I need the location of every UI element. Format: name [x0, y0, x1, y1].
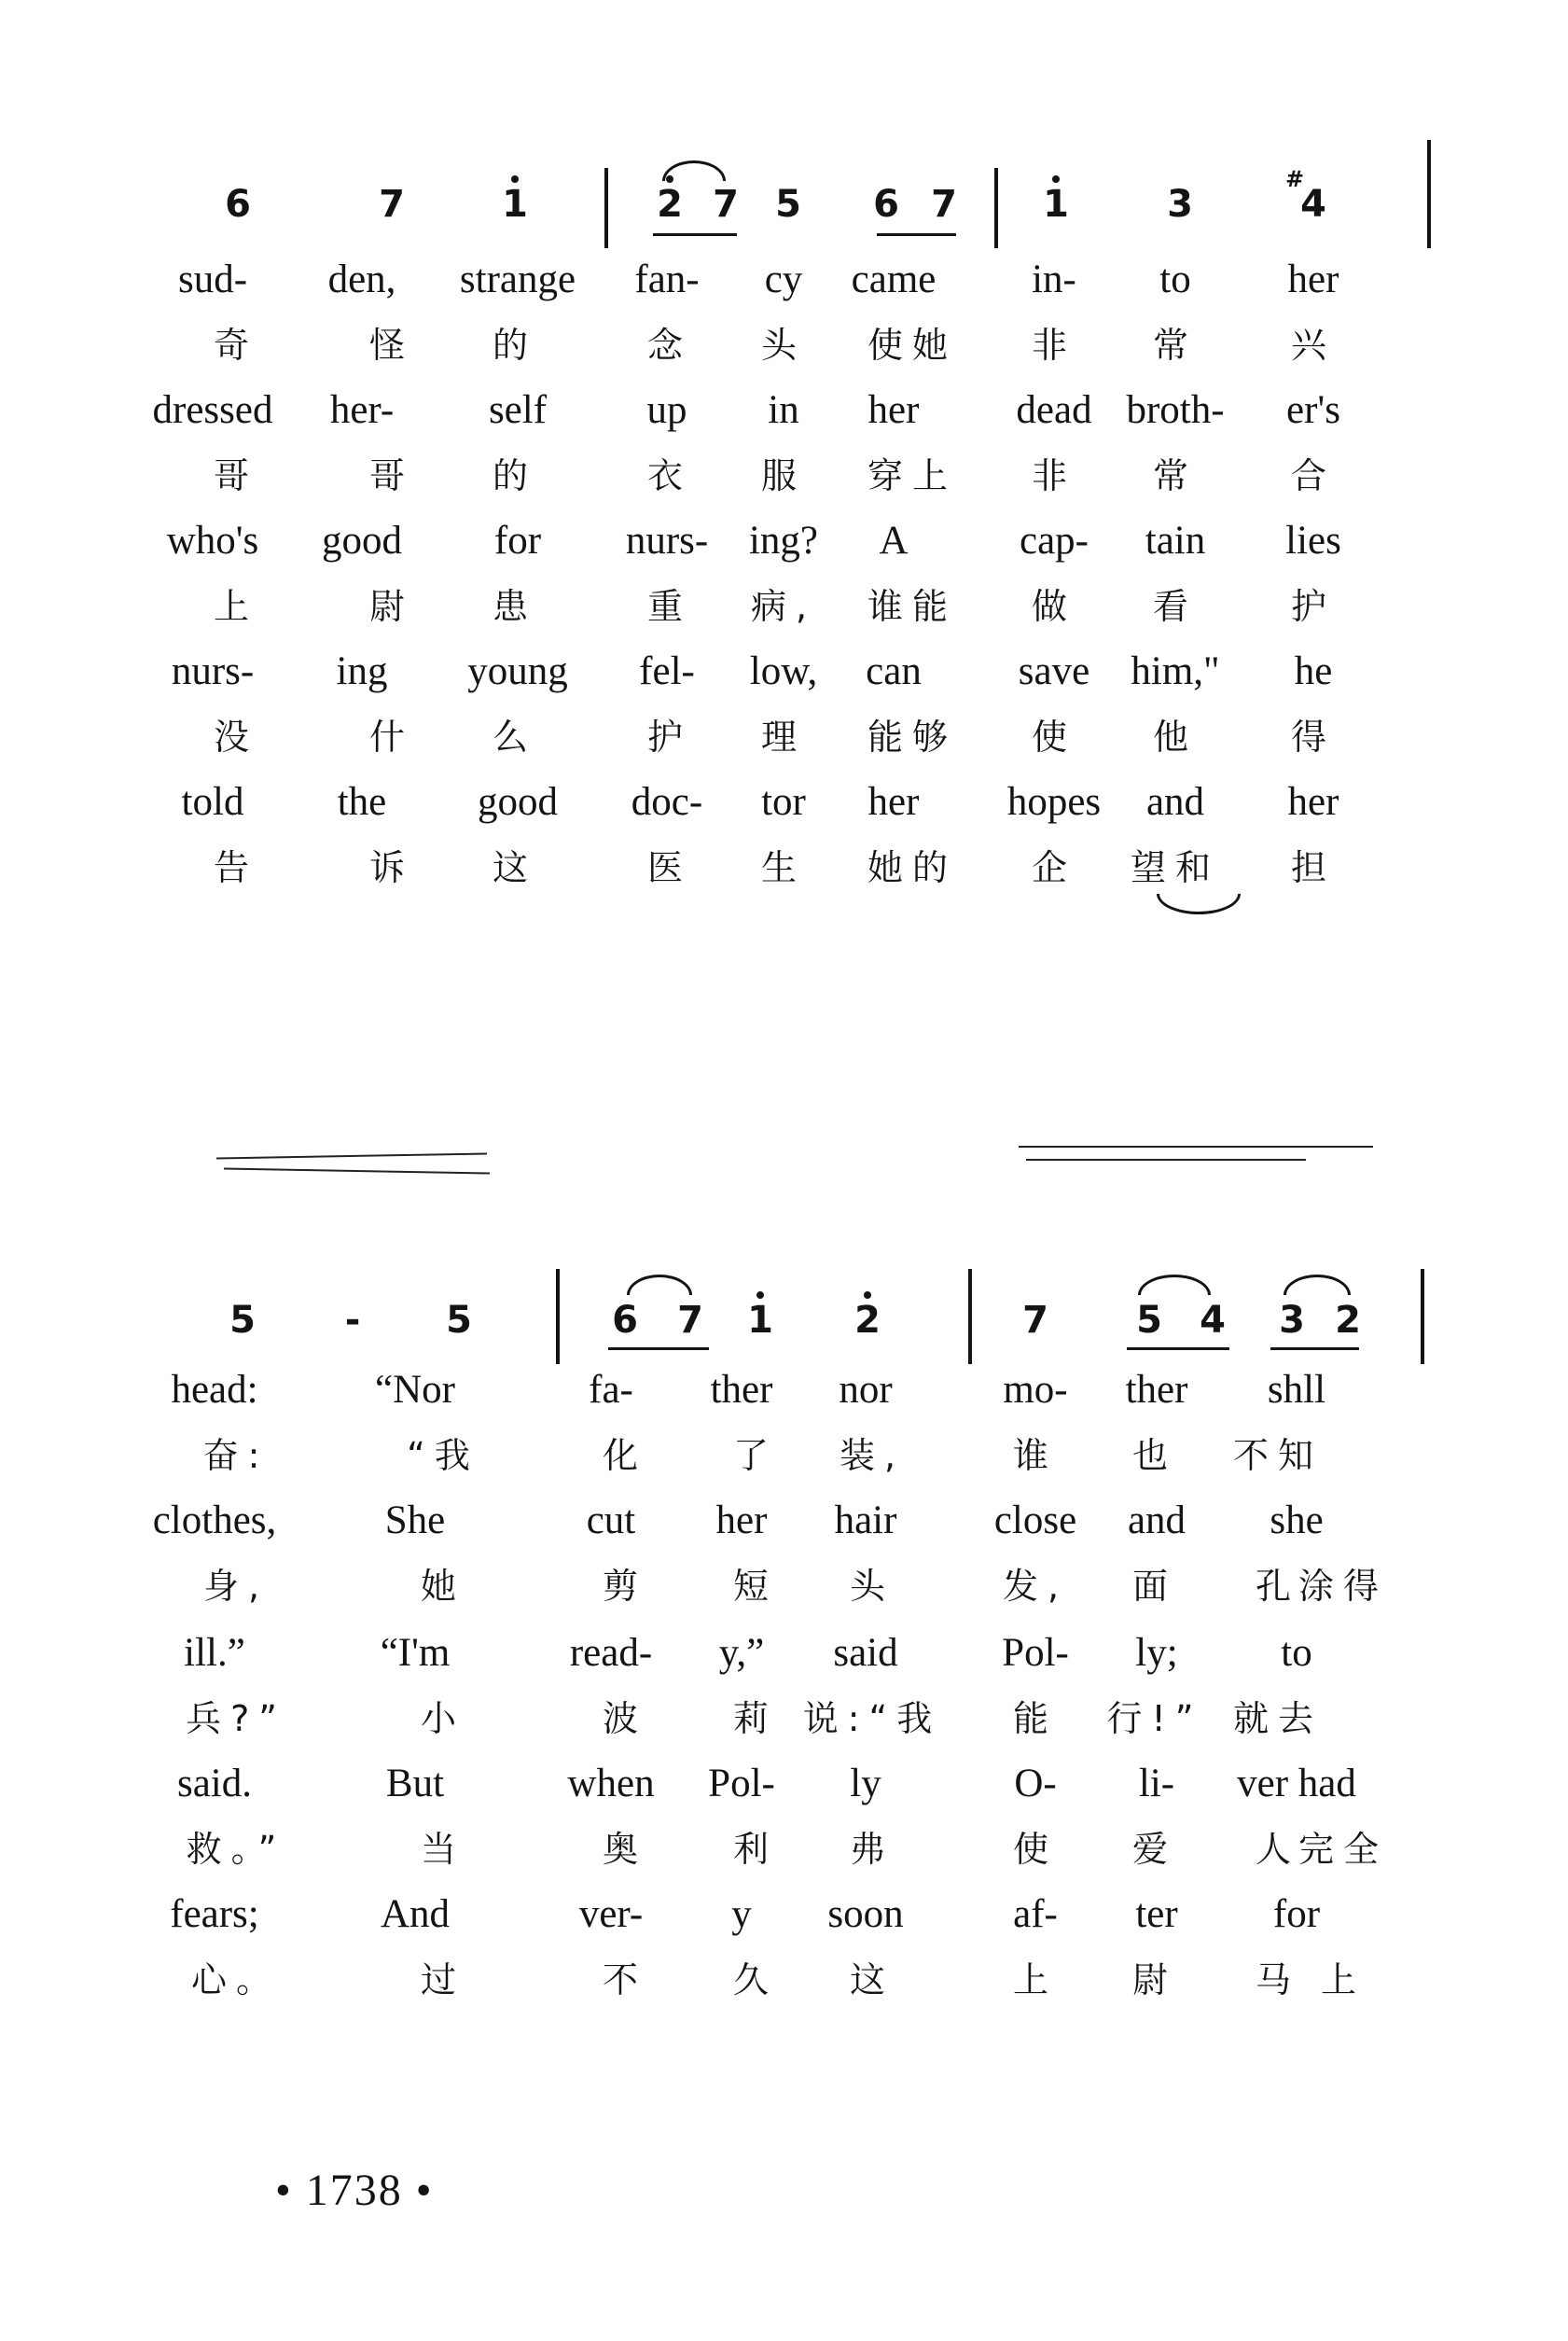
lyric-syllable-cn: 医 [646, 847, 693, 888]
lyric-row-en-8 [0, 1627, 1568, 1683]
lyric-syllable-en: ver had [1237, 1762, 1356, 1805]
lyric-syllable-cn: 爱 [1131, 1829, 1178, 1870]
lyric-syllable-cn: 上 [1012, 1959, 1059, 2000]
lyric-syllable-en: the [337, 780, 387, 824]
lyric-syllable-en: er's [1286, 388, 1340, 432]
lyric-syllable-cn: 常 [1152, 455, 1199, 496]
lyric-syllable-cn: 孔 [1255, 1566, 1301, 1607]
jianpu-note: 7 [677, 1299, 703, 1342]
jianpu-note: 2 [640, 181, 700, 228]
lyric-syllable-en: up [646, 388, 687, 432]
jianpu-note: 5 [1136, 1299, 1162, 1342]
lyric-syllable-en: to [1159, 258, 1191, 301]
lyric-syllable-en: read- [569, 1631, 653, 1675]
lyric-syllable-en: and [1127, 1498, 1186, 1542]
lyric-syllable-cn: 没 [213, 717, 259, 758]
lyric-syllable-en: she [1270, 1498, 1324, 1542]
lyric-syllable-cn: 人 [1255, 1829, 1301, 1870]
lyric-syllable-en: nurs- [171, 649, 255, 693]
lyric-syllable-en: said. [176, 1762, 253, 1805]
lyric-row-cn-5 [0, 842, 1568, 898]
lyric-syllable-en: good [322, 519, 402, 563]
lyric-row-cn-2 [0, 450, 1568, 506]
lyric-syllable-en: in- [1032, 258, 1076, 301]
lyric-syllable-en: And [380, 1892, 451, 1936]
lyric-syllable-cn: 病, [750, 586, 817, 627]
lyric-syllable-cn: 使 [1031, 717, 1077, 758]
slur [1284, 1275, 1351, 1295]
lyric-syllable-cn: 衣 [646, 455, 693, 496]
octave-dot [666, 175, 673, 183]
decorative-rule [216, 1152, 487, 1159]
lyric-syllable-cn: 生 [760, 847, 807, 888]
lyric-syllable-cn: 合 [1290, 455, 1337, 496]
lyric-syllable-en: ter [1135, 1892, 1178, 1936]
decorative-rule [224, 1168, 490, 1175]
lyric-syllable-en: cut [586, 1498, 636, 1542]
jianpu-note: 6 [612, 1299, 638, 1342]
lyric-syllable-en: nurs- [625, 519, 709, 563]
lyric-syllable-cn: 谁能 [867, 586, 958, 627]
notation-row-1 [0, 168, 1568, 243]
lyric-syllable-cn: 护 [646, 717, 693, 758]
lyric-syllable-en: good [478, 780, 558, 824]
jianpu-note: 6 [873, 183, 899, 226]
lyric-row-cn-4 [0, 711, 1568, 767]
lyric-row-en-6 [0, 1364, 1568, 1420]
jianpu-note: 1 [1026, 181, 1086, 228]
lyric-syllable-cn: 他 [1152, 717, 1199, 758]
lyric-syllable-en: ver- [578, 1892, 644, 1936]
lyric-syllable-en: and [1145, 780, 1205, 824]
barline [604, 168, 608, 248]
underline-beam [877, 233, 956, 236]
lyric-syllable-en: y,” [718, 1631, 765, 1675]
lyric-syllable-cn: 小 [420, 1698, 466, 1739]
lyric-syllable-cn: 不知 [1232, 1435, 1324, 1476]
lyric-syllable-en: mo- [1003, 1368, 1068, 1412]
lyric-row-en-1 [0, 254, 1568, 310]
lyric-syllable-en: clothes, [152, 1498, 277, 1542]
lyric-syllable-en: said [833, 1631, 898, 1675]
lyric-syllable-cn: 也 [1131, 1435, 1178, 1476]
lyric-syllable-cn: 发, [1002, 1566, 1069, 1607]
sharp-accidental: # [1285, 166, 1305, 192]
lyric-syllable-cn: 就去 [1232, 1698, 1324, 1739]
lyric-row-en-4 [0, 646, 1568, 702]
lyric-syllable-en: her [867, 388, 920, 432]
underline-beam [608, 1347, 709, 1350]
lyric-syllable-en: ing [336, 649, 388, 693]
lyric-syllable-cn: 常 [1152, 325, 1199, 366]
lyric-syllable-cn: 看 [1152, 586, 1199, 627]
lyric-syllable-cn: 救。” [186, 1829, 286, 1870]
lyric-syllable-en: her [1287, 258, 1339, 301]
barline [968, 1269, 972, 1364]
lyric-row-cn-10 [0, 1954, 1568, 2010]
lyric-syllable-cn: 涂得 [1297, 1566, 1389, 1607]
lyric-row-en-9 [0, 1758, 1568, 1814]
lyric-syllable-en: came [851, 258, 937, 301]
slur [1138, 1275, 1211, 1295]
lyric-syllable-en: cap- [1020, 519, 1089, 563]
decorative-rule [1026, 1159, 1306, 1161]
lyric-syllable-en: ther [1125, 1368, 1188, 1412]
lyric-syllable-en: tor [761, 780, 806, 824]
jianpu-note: 7 [1022, 1299, 1048, 1342]
lyric-syllable-en: cy [764, 258, 803, 301]
lyric-syllable-en: sud- [177, 258, 248, 301]
lyric-syllable-cn: 尉 [368, 586, 415, 627]
lyric-syllable-en: den, [327, 258, 396, 301]
lyric-syllable-cn: 当 [420, 1829, 466, 1870]
lyric-syllable-cn: 行!” [1106, 1698, 1203, 1739]
lyric-syllable-cn: 兵?” [186, 1698, 286, 1739]
lyric-row-en-2 [0, 384, 1568, 440]
lyric-syllable-en: fears; [170, 1892, 259, 1936]
lyric-row-en-10 [0, 1888, 1568, 1944]
lyric-syllable-en: when [567, 1762, 655, 1805]
lyric-syllable-cn: 波 [602, 1698, 648, 1739]
lyric-syllable-cn: 心。 [190, 1959, 282, 2000]
lyric-syllable-en: close [993, 1498, 1077, 1542]
lyric-syllable-cn: 短 [732, 1566, 779, 1607]
lyric-syllable-cn: 使 [1012, 1829, 1059, 1870]
lyric-syllable-cn: 上 [213, 586, 259, 627]
lyric-syllable-cn: 尉 [1131, 1959, 1178, 2000]
lyric-syllable-en: her [1287, 780, 1339, 824]
lyric-syllable-en: nor [839, 1368, 893, 1412]
lyric-syllable-cn: 重 [646, 586, 693, 627]
barline [1427, 140, 1431, 248]
lyric-syllable-cn: 护 [1290, 586, 1337, 627]
lyric-syllable-en: self [488, 388, 548, 432]
lyric-syllable-cn: 哥 [368, 455, 415, 496]
lyric-syllable-cn: 这 [849, 1959, 895, 2000]
lyric-syllable-cn: 什 [368, 717, 415, 758]
lyric-syllable-cn: 望和 [1130, 847, 1221, 888]
lyric-syllable-cn: 上 [1320, 1959, 1367, 2000]
jianpu-note: 5 [229, 1299, 256, 1342]
jianpu-note: 4 # [1285, 166, 1326, 226]
lyric-syllable-en: ing? [748, 519, 819, 563]
lyric-syllable-cn: 的 [492, 455, 538, 496]
lyric-syllable-en: head: [171, 1368, 258, 1412]
lyric-syllable-en: her [867, 780, 920, 824]
lyric-syllable-cn: 剪 [602, 1566, 648, 1607]
lyric-row-cn-8 [0, 1693, 1568, 1749]
lyric-row-cn-3 [0, 580, 1568, 636]
lyric-syllable-en: young [467, 649, 568, 693]
lyric-row-cn-7 [0, 1560, 1568, 1616]
lyric-syllable-en: him," [1131, 649, 1220, 693]
lyric-syllable-en: in [768, 388, 799, 432]
dash-extension: - [344, 1299, 361, 1342]
jianpu-note: 1 [485, 181, 545, 228]
lyric-syllable-cn: 这 [492, 847, 538, 888]
barline [556, 1269, 560, 1364]
lyric-syllable-cn: 面 [1131, 1566, 1178, 1607]
lyric-syllable-en: ther [710, 1368, 773, 1412]
slur [627, 1275, 692, 1295]
lyric-syllable-cn: 患 [492, 586, 538, 627]
lyric-syllable-en: “I'm [380, 1631, 451, 1675]
lyric-syllable-cn: 奇 [213, 325, 259, 366]
lyric-row-en-7 [0, 1495, 1568, 1551]
lyric-syllable-cn: 完全 [1297, 1829, 1389, 1870]
decorative-rule [1019, 1146, 1373, 1148]
lyric-syllable-cn: 怪 [368, 325, 415, 366]
jianpu-note: 1 [730, 1297, 790, 1344]
lyric-syllable-en: fan- [634, 258, 700, 301]
lyric-syllable-cn: 担 [1290, 847, 1337, 888]
lyric-syllable-cn: 说:“我 [802, 1698, 942, 1739]
lyric-syllable-cn: 身, [202, 1566, 270, 1607]
lyric-syllable-en: tain [1145, 519, 1206, 563]
lyric-syllable-en: broth- [1126, 388, 1225, 432]
jianpu-note: 2 [838, 1297, 897, 1344]
lyric-syllable-en: shll [1267, 1368, 1326, 1412]
lyric-syllable-en: li- [1138, 1762, 1175, 1805]
lyric-syllable-cn: 谁 [1012, 1435, 1059, 1476]
lyric-syllable-cn: 她 [420, 1566, 466, 1607]
lyric-syllable-cn: 非 [1031, 455, 1077, 496]
jianpu-note: 5 [775, 183, 801, 226]
lyric-syllable-cn: 服 [760, 455, 807, 496]
lyric-syllable-cn: 了 [732, 1435, 779, 1476]
lyric-row-en-5 [0, 776, 1568, 832]
lyric-syllable-en: hopes [1006, 780, 1102, 824]
lyric-syllable-en: fel- [639, 649, 695, 693]
notation-row-2 [0, 1284, 1568, 1359]
lyric-syllable-en: af- [1013, 1892, 1058, 1936]
lyric-syllable-cn: “我 [407, 1435, 479, 1476]
octave-dot [1052, 175, 1060, 183]
lyric-syllable-cn: 利 [732, 1829, 779, 1870]
lyric-syllable-en: ly [850, 1762, 881, 1805]
lyric-syllable-cn: 做 [1031, 586, 1077, 627]
lyric-syllable-cn: 弗 [849, 1829, 895, 1870]
barline [1421, 1269, 1424, 1364]
lyric-syllable-en: Pol- [1002, 1631, 1069, 1675]
lyric-syllable-en: save [1018, 649, 1090, 693]
octave-dot [864, 1291, 871, 1299]
lyric-syllable-en: to [1281, 1631, 1312, 1675]
lyric-syllable-en: strange [459, 258, 576, 301]
lyric-row-cn-1 [0, 319, 1568, 375]
lyric-syllable-en: her- [329, 388, 395, 432]
barline [994, 168, 998, 248]
lyric-syllable-cn: 化 [602, 1435, 648, 1476]
jianpu-note: 7 [713, 183, 739, 226]
jianpu-note: 4 [1200, 1299, 1226, 1342]
underline-beam [1270, 1347, 1359, 1350]
lyric-syllable-cn: 头 [760, 325, 807, 366]
lyric-syllable-en: dead [1016, 388, 1092, 432]
lyric-syllable-en: who's [166, 519, 259, 563]
jianpu-note: 5 [446, 1299, 472, 1342]
lyric-syllable-cn: 诉 [368, 847, 415, 888]
lyric-syllable-cn: 哥 [213, 455, 259, 496]
lyric-syllable-cn: 企 [1031, 847, 1077, 888]
lyric-syllable-en: y [731, 1892, 752, 1936]
jianpu-note: 2 [1335, 1299, 1361, 1342]
lyric-syllable-en: dressed [152, 388, 273, 432]
lyric-syllable-cn: 兴 [1290, 325, 1337, 366]
lyric-syllable-cn: 不 [602, 1959, 648, 2000]
lyric-syllable-cn: 能 [1012, 1698, 1059, 1739]
lyric-syllable-en: low, [749, 649, 818, 693]
lyric-syllable-en: doc- [631, 780, 703, 824]
lyric-syllable-cn: 告 [213, 847, 259, 888]
lyric-syllable-en: her [715, 1498, 768, 1542]
jianpu-note: 7 [931, 183, 957, 226]
lyric-row-cn-9 [0, 1823, 1568, 1879]
underline-beam [1127, 1347, 1229, 1350]
page-number: • 1738 • [275, 2166, 434, 2215]
lyric-syllable-cn: 理 [760, 717, 807, 758]
lyric-syllable-cn: 穿上 [867, 455, 958, 496]
octave-dot [756, 1291, 764, 1299]
lyric-syllable-cn: 的 [492, 325, 538, 366]
lyric-row-cn-6 [0, 1429, 1568, 1485]
lyric-syllable-en: hair [834, 1498, 897, 1542]
lyric-syllable-cn: 过 [420, 1959, 466, 2000]
octave-dot [511, 175, 519, 183]
lyric-syllable-cn: 装, [839, 1435, 906, 1476]
lyric-syllable-cn: 久 [732, 1959, 779, 2000]
lyric-syllable-cn: 奋: [202, 1435, 270, 1476]
jianpu-note: 3 [1167, 183, 1193, 226]
lyric-syllable-en: ly; [1135, 1631, 1178, 1675]
lyric-syllable-cn: 她的 [867, 847, 958, 888]
lyric-syllable-en: for [493, 519, 542, 563]
lyric-syllable-en: he [1294, 649, 1333, 693]
jianpu-note: 7 [379, 183, 405, 226]
jianpu-note: 6 [225, 183, 251, 226]
tie-under [1157, 894, 1241, 914]
lyric-syllable-cn: 莉 [732, 1698, 779, 1739]
lyric-syllable-en: “Nor [375, 1368, 455, 1412]
lyric-syllable-en: lies [1285, 519, 1341, 563]
lyric-syllable-cn: 能够 [867, 717, 958, 758]
lyric-syllable-en: Pol- [708, 1762, 775, 1805]
lyric-syllable-en: for [1272, 1892, 1321, 1936]
lyric-syllable-cn: 头 [849, 1566, 895, 1607]
lyric-syllable-cn: 马 [1255, 1959, 1301, 2000]
lyric-row-en-3 [0, 515, 1568, 571]
lyric-syllable-en: She [384, 1498, 446, 1542]
lyric-syllable-cn: 念 [646, 325, 693, 366]
lyric-syllable-en: soon [827, 1892, 904, 1936]
lyric-syllable-en: A [879, 519, 909, 563]
lyric-syllable-en: But [385, 1762, 445, 1805]
lyric-syllable-en: can [866, 649, 922, 693]
lyric-syllable-en: ill.” [184, 1631, 245, 1675]
underline-beam [653, 233, 737, 236]
lyric-syllable-en: fa- [589, 1368, 633, 1412]
lyric-syllable-en: O- [1014, 1762, 1057, 1805]
lyric-syllable-cn: 奥 [602, 1829, 648, 1870]
lyric-syllable-en: told [181, 780, 244, 824]
lyric-syllable-cn: 非 [1031, 325, 1077, 366]
lyric-syllable-cn: 使她 [867, 325, 958, 366]
lyric-syllable-cn: 得 [1290, 717, 1337, 758]
jianpu-note: 3 [1279, 1299, 1305, 1342]
lyric-syllable-cn: 么 [492, 717, 538, 758]
